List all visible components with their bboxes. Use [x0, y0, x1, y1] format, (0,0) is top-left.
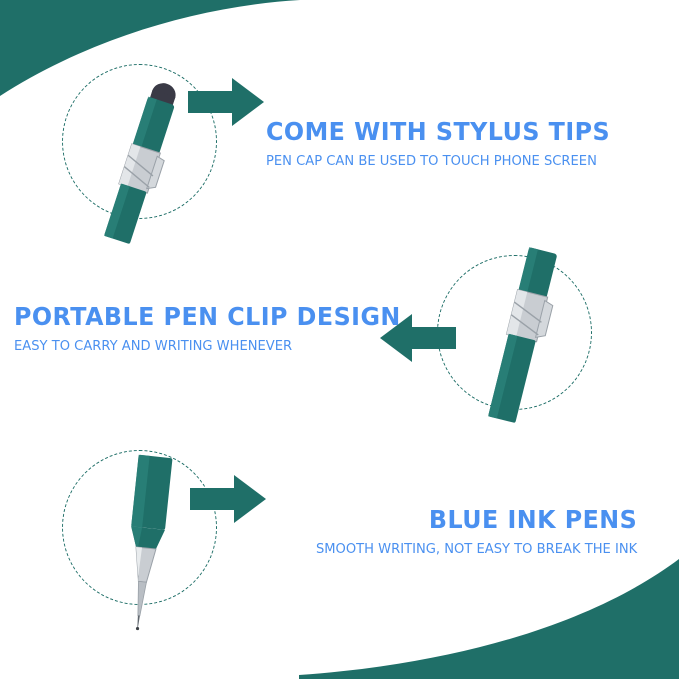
feature-blue-ink [0, 430, 679, 660]
feature-stylus-tips [0, 0, 679, 250]
headline-pen-clip: PORTABLE PEN CLIP DESIGN [14, 302, 401, 331]
subline-stylus-tips: PEN CAP CAN BE USED TO TOUCH PHONE SCREEN [266, 153, 597, 169]
pen-clip-illustration [452, 242, 592, 427]
headline-stylus-tips: COME WITH STYLUS TIPS [266, 117, 611, 146]
subline-pen-clip: EASY TO CARRY AND WRITING WHENEVER [14, 338, 293, 354]
arrow-right-stylus [188, 78, 264, 126]
subline-blue-ink: SMOOTH WRITING, NOT EASY TO BREAK THE INK [315, 541, 637, 557]
text-block-stylus-tips [266, 117, 628, 169]
text-block-pen-clip [14, 302, 421, 354]
arrow-right-blue-ink [190, 475, 266, 523]
feature-pen-clip [0, 230, 679, 430]
text-block-blue-ink [306, 505, 637, 557]
pen-tip-illustration [86, 448, 206, 648]
headline-blue-ink: BLUE INK PENS [428, 505, 637, 534]
